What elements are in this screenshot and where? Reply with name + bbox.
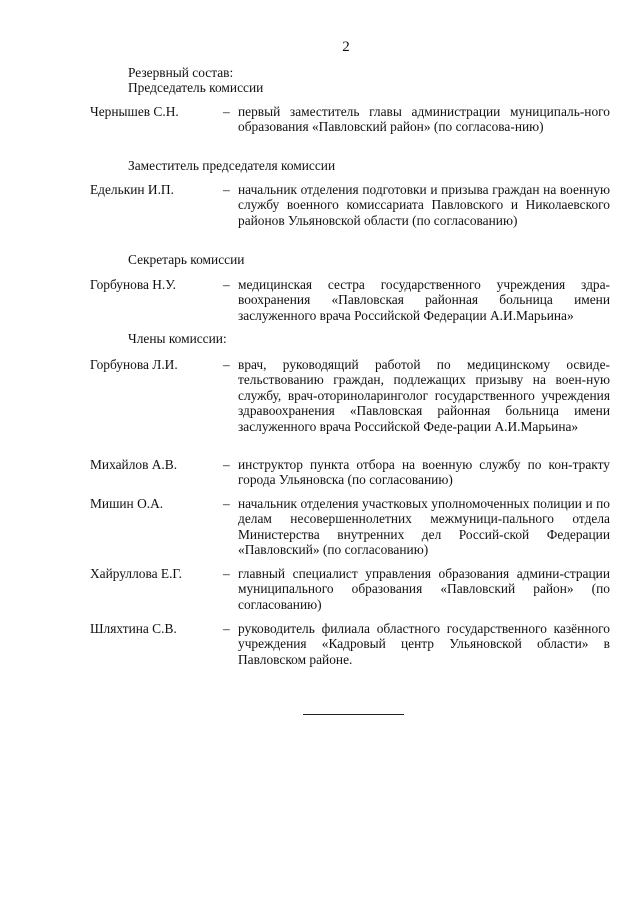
deputy-heading: Заместитель председателя комиссии — [128, 158, 336, 173]
member-description: начальник отделения подготовки и призыва граждан на военную службу военного комиссариата Павловского и Николаевского районов Ульяновской области (по согласованию) — [238, 182, 610, 228]
member-name: Хайруллова Е.Г. — [90, 566, 183, 581]
dash: – — [223, 182, 230, 197]
member-description: начальник отделения участковых уполномоченных полиции и по делам несовершеннолетних межмуници-пального отдела Министерства внутренних дел Россий-ской Федерации «Павловский» (по согласованию) — [238, 496, 610, 558]
member-name: Чернышев С.Н. — [90, 104, 179, 119]
dash: – — [223, 457, 230, 472]
member-description: главный специалист управления образования админи-страции муниципального образования «Павловский район» (по согласованию) — [238, 566, 610, 612]
member-name: Горбунова Н.У. — [90, 277, 176, 292]
member-name: Шляхтина С.В. — [90, 621, 177, 636]
dash: – — [223, 621, 230, 636]
member-description: врач, руководящий работой по медицинскому освиде-тельствованию граждан, подлежащих призыву на воен-ную службу, врач-оториноларинголог государственного учреждения здравоохранения «Павловская районная больница имени заслуженного врача Российской Феде-рации А.И.Марьина» — [238, 357, 610, 434]
page-number: 2 — [342, 39, 350, 55]
dash: – — [223, 496, 230, 511]
chair-heading: Председатель комиссии — [128, 80, 264, 95]
member-description: первый заместитель главы администрации муниципаль-ного образования «Павловский район» (по согласова-нию) — [238, 104, 610, 135]
end-divider — [303, 714, 404, 715]
dash: – — [223, 566, 230, 581]
dash: – — [223, 357, 230, 372]
member-description: медицинская сестра государственного учреждения здра-воохранения «Павловская районная больница имени заслуженного врача Российской Федерации А.И.Марьина» — [238, 277, 610, 323]
reserve-heading: Резервный состав: — [128, 65, 234, 80]
member-name: Мишин О.А. — [90, 496, 164, 511]
member-name: Михайлов А.В. — [90, 457, 178, 472]
member-name: Еделькин И.П. — [90, 182, 174, 197]
dash: – — [223, 277, 230, 292]
member-name: Горбунова Л.И. — [90, 357, 178, 372]
member-description: инструктор пункта отбора на военную службу по кон-тракту города Ульяновска (по согласованию) — [238, 457, 610, 488]
member-description: руководитель филиала областного государственного казённого учреждения «Кадровый центр Ульяновской области» в Павловском районе. — [238, 621, 610, 667]
secretary-heading: Секретарь комиссии — [128, 252, 245, 267]
members-heading: Члены комиссии: — [128, 331, 227, 346]
dash: – — [223, 104, 230, 119]
